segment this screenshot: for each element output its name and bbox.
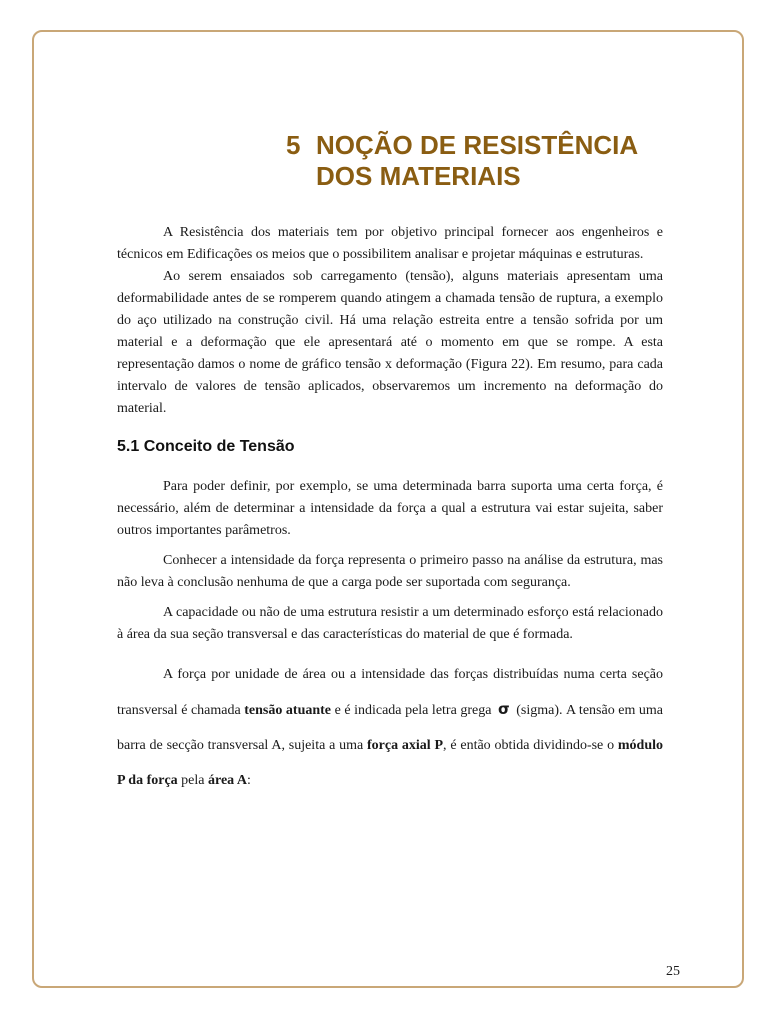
section-paragraph-3: A capacidade ou não de uma estrutura resistir a um determinado esforço está relacionado à área da sua seção transversal e das características do material de que é formada. <box>117 605 663 642</box>
section-paragraph-1: Para poder definir, por exemplo, se uma determinada barra suporta uma certa força, é necessário, além de determinar a intensidade da força a qual a estrutura vai estar sujeita, saber outros importantes parâmetros. <box>117 479 663 538</box>
section-paragraph-4 <box>117 657 663 798</box>
intro-paragraph-2: Ao serem ensaiados sob carregamento (tensão), alguns materiais apresentam uma deformabilidade antes de se romperem quando atingem a chamada tensão de ruptura, a exemplo do aço utilizado na construção civil. Há uma relação estreita entre a tensão sofrida por um material e a deformação que ele apresentará até o momento em que se rompe. A esta representação damos o nome de gráfico tensão x deformação (Figura 22). Em resumo, para cada intervalo de valores de tensão aplicados, observaremos um incremento na deformação do material. <box>117 269 663 416</box>
p4-text-2: e é indicada pela letra grega <box>331 703 495 718</box>
chapter-number: 5 <box>286 130 301 160</box>
p4-text-5: pela <box>177 773 208 788</box>
p4-text-6: : <box>247 773 251 788</box>
chapter-title-line2: DOS MATERIAIS <box>316 161 521 191</box>
chapter-title <box>286 130 686 192</box>
term-modulo-forca: módulo P da força <box>117 738 663 788</box>
p4-text-1: A força por unidade de área ou a intensidade das forças distribuídas numa certa seção transversal é chamada <box>117 667 663 718</box>
term-forca-axial: força axial P <box>367 738 444 753</box>
section-paragraph-2: Conhecer a intensidade da força representa o primeiro passo na análise da estrutura, mas não leva à conclusão nenhuma de que a carga pode ser suportada com segurança. <box>117 553 663 590</box>
intro-paragraph-1: A Resistência dos materiais tem por objetivo principal fornecer aos engenheiros e técnicos em Edificações os meios que o possibilitem analisar e projetar máquinas e estruturas. <box>117 225 663 262</box>
p4-text-4: , é então obtida dividindo-se o <box>443 738 618 753</box>
section-heading: 5.1 Conceito de Tensão <box>117 438 295 455</box>
p4-text-3: (sigma). A tensão em uma barra de secção transversal A, sujeita a uma <box>117 703 664 753</box>
body-text <box>117 222 663 798</box>
sigma-symbol: σ <box>498 700 510 718</box>
term-area: área A <box>207 773 247 788</box>
page-number: 25 <box>666 964 680 979</box>
term-tensao-atuante: tensão atuante <box>244 703 332 718</box>
chapter-title-line1: NOÇÃO DE RESISTÊNCIA <box>316 130 639 160</box>
